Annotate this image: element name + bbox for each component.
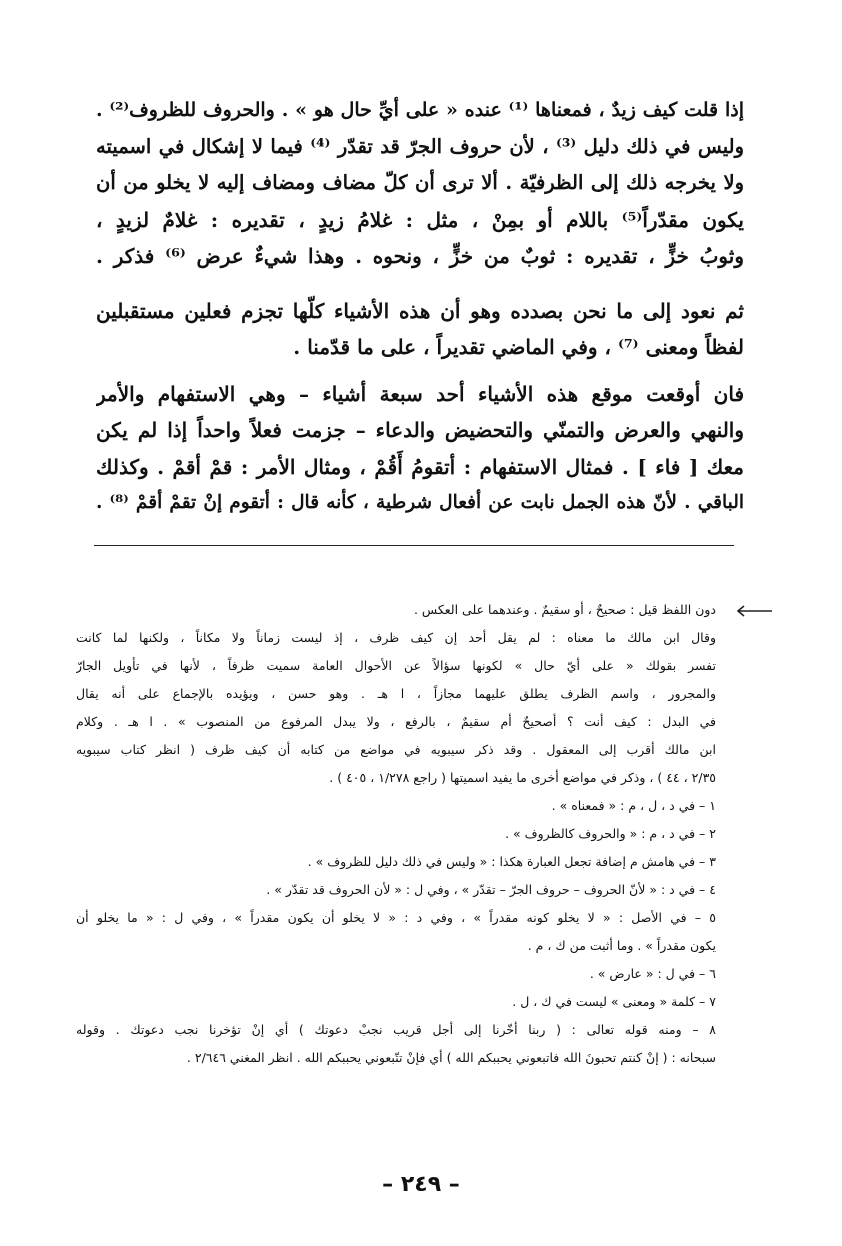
footnote-line: والمجرور ، واسم الظرف يطلق عليهما مجازاً ، ا هـ . وهو حسن ، ويؤيده بالإجماع على أنه يقال bbox=[76, 686, 716, 701]
text-line: وثوبُ خزٍّ ، تقديره : ثوبٌ من خزٍّ ، ونحوه . وهذا شيءٌ عرض ⁽⁶⁾ فذكر . bbox=[96, 244, 744, 268]
footnote-line: ابن مالك أقرب إلى المعقول . وقد ذكر سيبويه في مواضع من كتابه أن كيف ظرف ( انظر كتاب سيبويه bbox=[76, 742, 716, 757]
footnote-line: ٨ – ومنه قوله تعالى : ( ربنا أخّرنا إلى أجل قريب نجبْ دعوتك ) أي إنْ تؤخرنا نجب دعوتك . وقوله bbox=[76, 1022, 716, 1037]
footnote-line: ٢/٣٥ ، ٤٤ ) ، وذكر في مواضع أخرى ما يفيد اسميتها ( راجع ١/٢٧٨ ، ٤٠٥ ) . bbox=[329, 770, 716, 785]
page-number: – ٢٤٩ – bbox=[382, 1172, 460, 1197]
footnote-line: وقال ابن مالك ما معناه : لم يقل أحد إن كيف ظرف ، إذ ليست زماناً ولا مكاناً ، ولكنها لما كانت bbox=[76, 630, 716, 645]
text-line: معك [ فاء ] . فمثال الاستفهام : أتقومُ أَقُمْ ، ومثال الأمر : قمْ أقمْ . وكذلك bbox=[96, 454, 744, 479]
text-line: فان أوقعت موقع هذه الأشياء أحد سبعة أشياء – وهي الاستفهام والأمر bbox=[96, 381, 744, 406]
footnote-line: ٥ – في الأصل : « لا يخلو كونه مقدراً » ، وفي د : « لا يخلو أن يكون مقدراً » ، وفي ل : « ما يخلو أن bbox=[76, 910, 716, 925]
footnote-line: سبحانه : ( إنْ كنتم تحبونَ الله فاتبعوني يحببكم الله ) أي فإنْ تتّبعوني يحببكم الله . انظر المغني ٢/٦٤٦ . bbox=[186, 1050, 716, 1065]
text-line: لفظاً ومعنى ⁽⁷⁾ ، وفي الماضي تقديراً ، على ما قدّمنا . bbox=[293, 335, 744, 359]
paragraph-3 bbox=[96, 376, 744, 522]
footnote-line: ١ – في د ، ل ، م : « فمعناه » . bbox=[551, 798, 716, 813]
text-line: والنهي والعرض والتمنّي والتحضيض والدعاء – جزمت فعلاً واحداً إذا لم يكن bbox=[96, 418, 744, 442]
footnote-line: ٤ – في د : « لأنّ الحروف – حروف الجرّ – تقدّر » ، وفي ل : « لأن الحروف قد تقدّر » . bbox=[266, 882, 716, 897]
footnote-line: ٧ – كلمة « ومعنى » ليست في ك ، ل . bbox=[512, 994, 716, 1009]
footnote-line: ٦ – في ل : « عارض » . bbox=[589, 966, 716, 981]
text-line: ولا يخرجه ذلك إلى الظرفيّة . ألا ترى أن كلّ مضاف ومضاف إليه لا يخلو من أن bbox=[96, 171, 744, 194]
text-line: إذا قلت كيف زيدٌ ، فمعناها ⁽¹⁾ عنده « على أيِّ حال هو » . والحروف للظروف⁽²⁾ . bbox=[96, 99, 744, 121]
arrow-left-icon bbox=[736, 604, 774, 618]
text-line: يكون مقدّراً⁽⁵⁾ باللام أو بمِنْ ، مثل : غلامُ زيدٍ ، تقديره : غلامٌ لزيدٍ ، bbox=[96, 207, 744, 232]
footnote-line: ٣ – في هامش م إضافة تجعل العبارة هكذا : « وليس في ذلك دليل للظروف » . bbox=[307, 854, 716, 869]
footnote-line: في البدل : كيف أنت ؟ أصحيحٌ أم سقيمٌ ، بالرفع ، ولا يبدل المرفوع من المنصوب » . ا هـ . وكلام bbox=[76, 714, 716, 729]
footnotes bbox=[76, 596, 716, 1072]
footnote-separator bbox=[94, 545, 734, 546]
text-line: الباقي . لأنّ هذه الجمل نابت عن أفعال شرطية ، كأنه قال : أتقوم إنْ تقمْ أقمْ ⁽⁸⁾ . bbox=[96, 492, 744, 513]
paragraph-1 bbox=[96, 92, 744, 275]
paragraph-2 bbox=[96, 293, 744, 366]
text-line: ثم نعود إلى ما نحن بصدده وهو أن هذه الأشياء كلّها تجزم فعلين مستقبلين bbox=[96, 298, 744, 323]
footnote-line: يكون مقدراً » . وما أثبت من ك ، م . bbox=[527, 938, 716, 953]
footnote-line: تفسر بقولك « على أيّ حال » لكونها سؤالاً عن الأحوال العامة سميت ظرفاً ، لأنها في تأويل الجارّ bbox=[76, 658, 716, 673]
footnote-line: دون اللفظ قيل : صحيحٌ ، أو سقيمٌ . وعندهما على العكس . bbox=[413, 602, 716, 617]
main-text bbox=[96, 92, 744, 522]
footnote-line: ٢ – في د ، م : « والحروف كالظروف » . bbox=[505, 826, 716, 841]
text-line: وليس في ذلك دليل ⁽³⁾ ، لأن حروف الجرّ قد تقدّر ⁽⁴⁾ فيما لا إشكال في اسميته bbox=[96, 134, 744, 158]
